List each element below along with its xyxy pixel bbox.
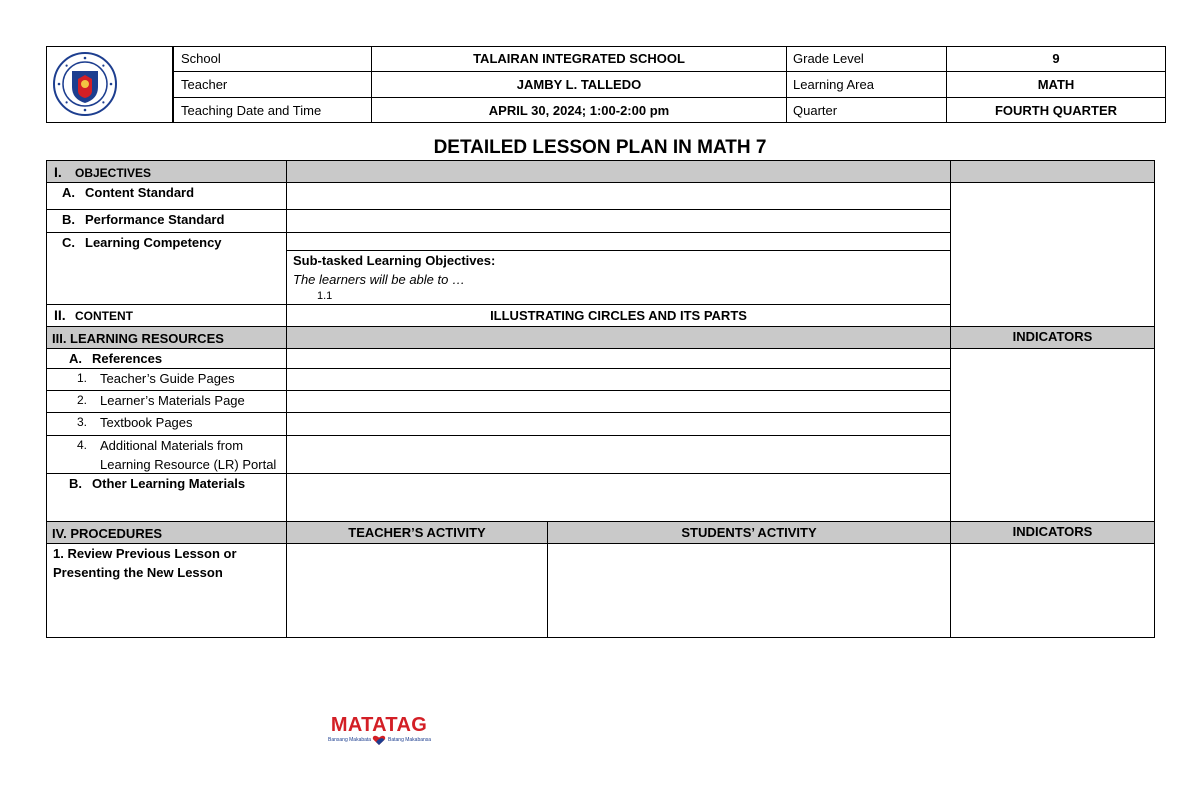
students-activity-cell[interactable] — [547, 543, 951, 638]
sub-objectives-heading: Sub-tasked Learning Objectives: — [293, 253, 496, 268]
other-materials-value-cell[interactable] — [286, 473, 951, 522]
teaching-date-value: APRIL 30, 2024; 1:00-2:00 pm — [488, 103, 670, 118]
learning-competency-letter: C. — [62, 235, 75, 250]
matatag-logo — [328, 714, 432, 748]
resource-row-value-cell[interactable] — [286, 390, 951, 413]
content-heading: CONTENT — [75, 309, 133, 323]
teaching-date-label: Teaching Date and Time — [181, 103, 322, 118]
references-letter: A. — [69, 351, 82, 366]
resource-item-label-continued: Learning Resource (LR) Portal — [100, 457, 277, 472]
content-standard-letter: A. — [62, 185, 75, 200]
grade-level-label: Grade Level — [793, 51, 864, 66]
school-label: School — [181, 51, 221, 66]
objectives-numeral: I. — [54, 164, 62, 180]
procedure-indicator-cell[interactable] — [950, 543, 1155, 638]
resource-item-number: 1. — [77, 371, 88, 385]
resources-heading: III. LEARNING RESOURCES — [52, 331, 224, 346]
deped-seal-logo — [52, 51, 118, 117]
references-label: References — [92, 351, 163, 366]
resource-item-label: Teacher’s Guide Pages — [100, 371, 235, 386]
learning-competency-label: Learning Competency — [85, 235, 222, 250]
other-materials-label: Other Learning Materials — [92, 476, 246, 491]
procedure-step-label-continued: Presenting the New Lesson — [53, 565, 223, 580]
performance-standard-label: Performance Standard — [85, 212, 225, 227]
content-numeral: II. — [54, 307, 66, 323]
performance-standard-value-cell[interactable] — [286, 209, 951, 233]
resource-item-label: Learner’s Materials Page — [100, 393, 245, 408]
grade-level-value: 9 — [1052, 51, 1060, 66]
objectives-heading: OBJECTIVES — [75, 166, 152, 180]
resource-item-label: Textbook Pages — [100, 415, 193, 430]
resource-item-number: 2. — [77, 393, 88, 407]
sub-objectives-intro: The learners will be able to … — [293, 272, 465, 287]
quarter-label: Quarter — [793, 103, 838, 118]
resources-indicators-heading: INDICATORS — [1012, 329, 1093, 344]
teacher-value: JAMBY L. TALLEDO — [516, 77, 642, 92]
resource-row-value-cell[interactable] — [286, 412, 951, 436]
school-value: TALAIRAN INTEGRATED SCHOOL — [473, 51, 685, 66]
teacher-activity-heading: TEACHER’S ACTIVITY — [348, 525, 486, 540]
learning-competency-value-cell[interactable] — [286, 232, 951, 251]
matatag-logo-text: MATATAG — [330, 714, 428, 736]
references-value-cell[interactable] — [286, 348, 951, 369]
matatag-tagline-right: Batang Makabansa — [388, 737, 432, 743]
teacher-label: Teacher — [181, 77, 228, 92]
learning-area-value: MATH — [1037, 77, 1075, 92]
other-materials-letter: B. — [69, 476, 82, 491]
heart-icon — [372, 735, 386, 746]
objectives-heading-fill — [286, 160, 951, 183]
sub-objective-item: 1.1 — [317, 290, 333, 302]
references-label-cell — [46, 348, 287, 369]
teacher-activity-cell[interactable] — [286, 543, 548, 638]
students-activity-heading: STUDENTS’ ACTIVITY — [681, 525, 817, 540]
resource-item-label: Additional Materials from — [100, 438, 244, 453]
matatag-tagline-left: Bansang Makabata — [328, 737, 372, 743]
resource-row-value-cell[interactable] — [286, 368, 951, 391]
content-standard-label: Content Standard — [85, 185, 195, 200]
resources-heading-fill — [286, 326, 951, 349]
procedures-heading: IV. PROCEDURES — [52, 526, 163, 541]
procedures-indicators-heading: INDICATORS — [1012, 524, 1093, 539]
objectives-indicator-heading — [950, 160, 1155, 183]
resource-item-number: 4. — [77, 438, 88, 452]
objectives-indicator-cell[interactable] — [950, 182, 1155, 327]
procedure-step-label: 1. Review Previous Lesson or — [53, 546, 237, 561]
resource-item-number: 3. — [77, 415, 88, 429]
content-standard-value-cell[interactable] — [286, 182, 951, 210]
performance-standard-letter: B. — [62, 212, 75, 227]
quarter-value: FOURTH QUARTER — [994, 103, 1118, 118]
resource-row-value-cell[interactable] — [286, 435, 951, 474]
content-value: ILLUSTRATING CIRCLES AND ITS PARTS — [490, 308, 747, 323]
resources-indicator-cell[interactable] — [950, 348, 1155, 522]
learning-area-label: Learning Area — [793, 77, 874, 92]
page-title: DETAILED LESSON PLAN IN MATH 7 — [433, 137, 767, 158]
